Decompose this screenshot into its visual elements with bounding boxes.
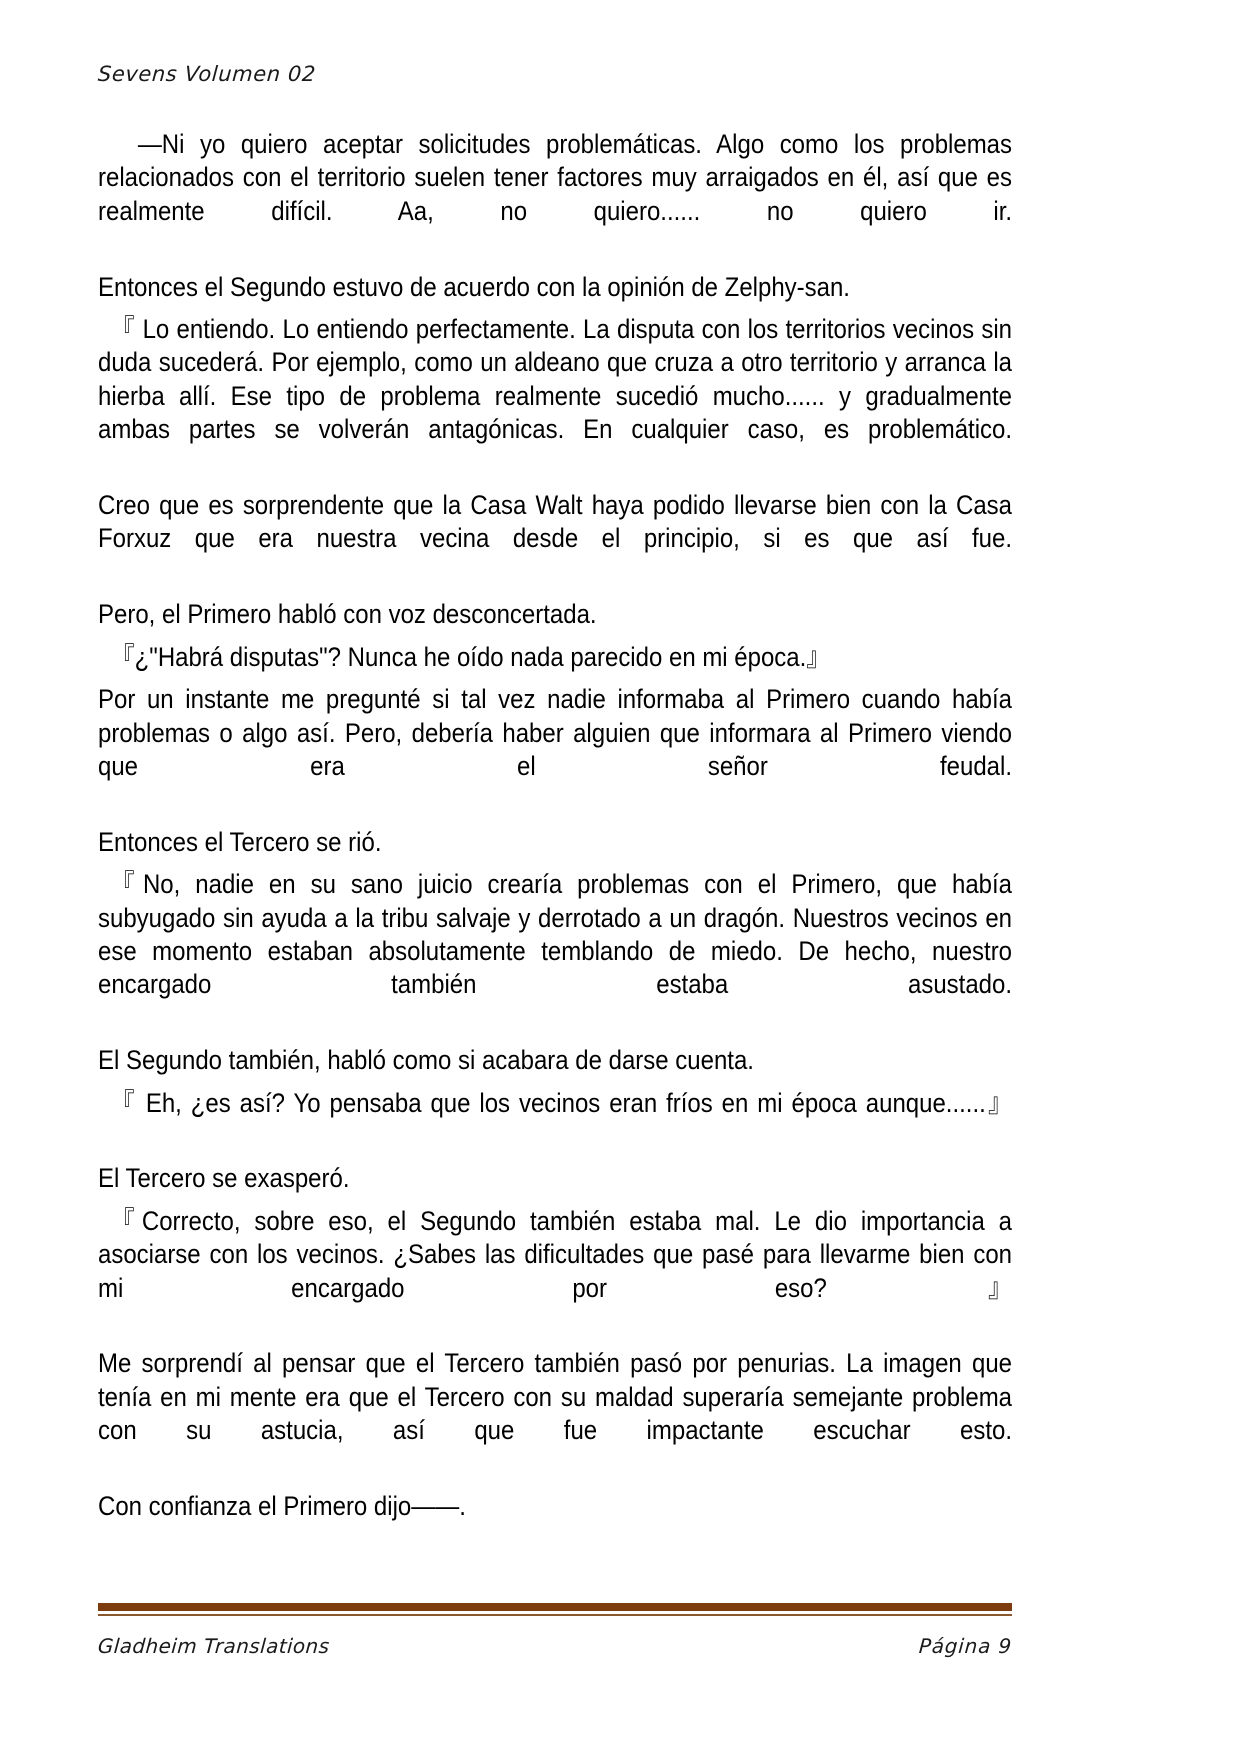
document-body (98, 128, 1012, 1532)
body-paragraph: El Segundo también, habló como si acabara de darse cuenta. (98, 1045, 754, 1076)
body-paragraph: 『 Eh, ¿es así? Yo pensaba que los vecinos eran fríos en mi época aunque......』 (110, 1087, 1013, 1118)
body-paragraph: Me sorprendí al pensar que el Tercero también pasó por penurias. La imagen que tenía en mi mente era que el Tercero con su maldad superaría semejante problema con su astucia, así que fue impactante escuchar esto. (98, 1348, 1013, 1446)
body-paragraph: Con confianza el Primero dijo——. (98, 1491, 466, 1522)
body-paragraph: 『 Lo entiendo. Lo entiendo perfectamente. La disputa con los territorios vecinos sin duda sucederá. Por ejemplo, como un aldeano que cruza a otro territorio y arranca la hierba allí. Ese tipo de problema realmente sucedió mucho...... y gradualmente ambas partes se volverán antagónicas. En cualquier caso, es problemático. (98, 314, 1013, 445)
body-paragraph: —Ni yo quiero aceptar solicitudes problemáticas. Algo como los problemas relacionados con el territorio suelen tener factores muy arraigados en él, así que es realmente difícil. Aa, no quiero...... no quiero ir. (98, 129, 1013, 226)
body-paragraph: Entonces el Segundo estuvo de acuerdo con la opinión de Zelphy-san. (98, 271, 850, 302)
body-paragraph: 『No, nadie en su sano juicio crearía problemas con el Primero, que había subyugado sin ayuda a la tribu salvaje y derrotado a un dragón. Nuestros vecinos en ese momento estaban absolutamente temblando de miedo. De hecho, nuestro encargado también estaba asustado. (98, 869, 1013, 1000)
body-paragraph: Creo que es sorprendente que la Casa Walt haya podido llevarse bien con la Casa Forxuz que era nuestra vecina desde el principio, si es que así fue. (98, 490, 1013, 554)
body-paragraph: El Tercero se exasperó. (98, 1163, 350, 1194)
body-paragraph: Pero, el Primero habló con voz desconcertada. (98, 599, 597, 630)
footer-divider-thin-bar (98, 1614, 1012, 1616)
footer-page-number: Página 9 (918, 1634, 1013, 1658)
body-paragraph: 『¿"Habrá disputas"? Nunca he oído nada parecido en mi época.』 (110, 641, 831, 672)
body-paragraph: 『Correcto, sobre eso, el Segundo también estaba mal. Le dio importancia a asociarse con los vecinos. ¿Sabes las dificultades que pasé para llevarme bien con mi encargado por eso?』 (98, 1205, 1013, 1303)
body-paragraph: Por un instante me pregunté si tal vez nadie informaba al Primero cuando había problemas o algo así. Pero, debería haber alguien que informara al Primero viendo que era el señor feudal. (98, 684, 1013, 781)
page-header (98, 62, 1010, 102)
footer-divider (98, 1603, 1012, 1616)
header-title: Sevens Volumen 02 (97, 62, 317, 86)
footer-divider-thick-bar (98, 1603, 1012, 1611)
body-paragraph: Entonces el Tercero se rió. (98, 826, 382, 857)
footer-credit: Gladheim Translations (97, 1634, 331, 1658)
page-footer (98, 1634, 1012, 1658)
